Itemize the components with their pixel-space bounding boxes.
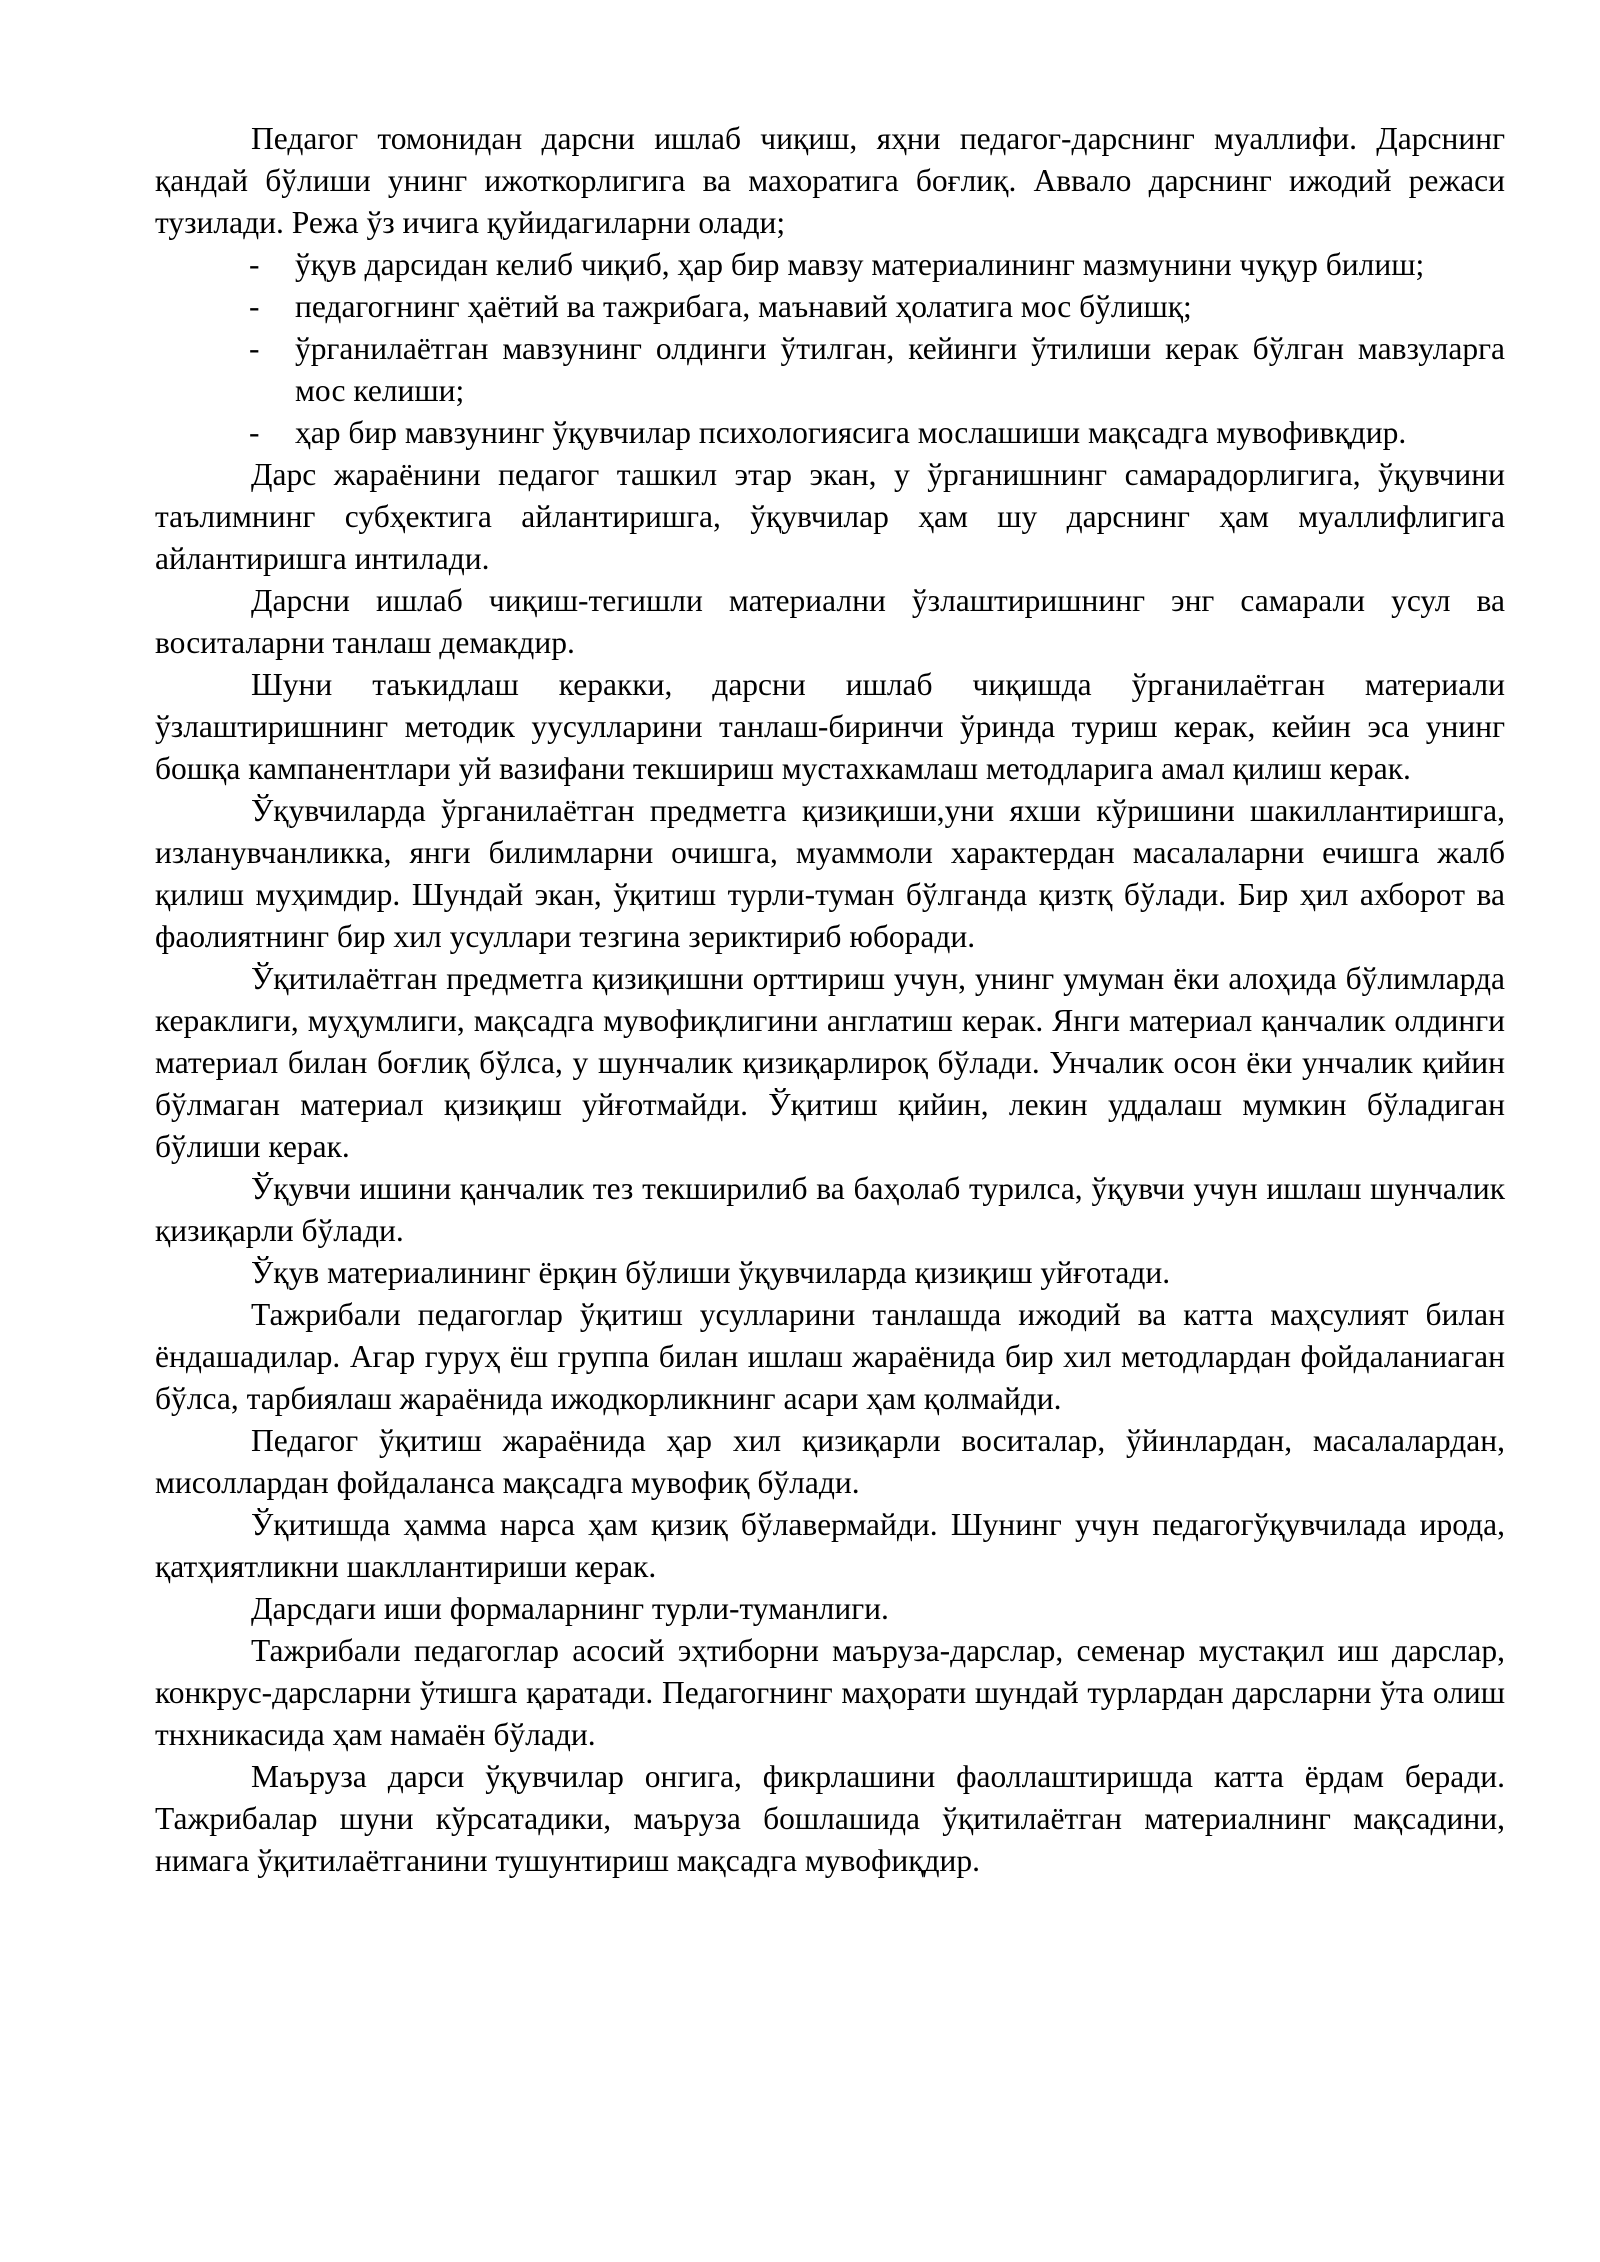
intro-paragraph: Педагог томонидан дарсни ишлаб чиқиш, яҳни педагог-дарснинг муаллифи. Дарснинг қандай бўлиши унинг ижоткорлигига ва махоратига боғлиқ. Аввало дарснинг ижодий режаси тузилади. Режа ўз ичига қуйидагиларни олади;	[155, 121, 1505, 240]
list-item-text: ҳар бир мавзунинг ўқувчилар психологиясига мослашиши мақсадга мувофивқдир.	[295, 415, 1407, 450]
bullet-marker: -	[249, 331, 260, 366]
paragraph: Ўқувчи ишини қанчалик тез текширилиб ва баҳолаб турилса, ўқувчи учун ишлаш шунчалик қизиқарли бўлади.	[155, 1171, 1505, 1248]
bullet-marker: -	[249, 247, 260, 282]
paragraph: Ўқитилаётган предметга қизиқишни орттириш учун, унинг умуман ёки алоҳида бўлимларда кераклиги, муҳумлиги, мақсадга мувофиқлигини англатиш керак. Янги материал қанчалик олдинги материал билан боғлиқ бўлса, у шунчалик қизиқарлироқ бўлади. Унчалик осон ёки унчалик қийин бўлмаган материал қизиқиш уйғотмайди. Ўқитиш қийин, лекин уддалаш мумкин бўладиган бўлиши керак.	[155, 961, 1505, 1164]
bullet-marker: -	[249, 415, 260, 450]
bullet-marker: -	[249, 289, 260, 324]
list-item-text: ўрганилаётган мавзунинг олдинги ўтилган, кейинги ўтилиши керак бўлган мавзуларга мос келиши;	[295, 331, 1505, 408]
paragraph: Маъруза дарси ўқувчилар онгига, фикрлашини фаоллаштиришда катта ёрдам беради. Тажрибалар шуни кўрсатадики, маъруза бошлашида ўқитилаётган материалнинг мақсадини, нимага ўқитилаётганини тушунтириш мақсадга мувофиқдир.	[155, 1759, 1505, 1878]
paragraph: Ўқув материалининг ёрқин бўлиши ўқувчиларда қизиқиш уйғотади.	[251, 1255, 1171, 1290]
paragraph: Педагог ўқитиш жараёнида ҳар хил қизиқарли воситалар, ўйинлардан, масалалардан, мисоллардан фойдаланса мақсадга мувофиқ бўлади.	[155, 1423, 1505, 1500]
paragraph: Ўқувчиларда ўрганилаётган предметга қизиқиши,уни яхши кўришини шакиллантиришга, изланувчанликка, янги билимларни очишга, муаммоли характердан масалаларни ечишга жалб қилиш муҳимдир. Шундай экан, ўқитиш турли-туман бўлганда қизтқ бўлади. Бир ҳил ахборот ва фаолиятнинг бир хил усуллари тезгина зериктириб юборади.	[155, 793, 1505, 954]
list-item-text: педагогнинг ҳаётий ва тажрибага, маънавий ҳолатига мос бўлишқ;	[295, 289, 1192, 324]
list-item	[155, 412, 1505, 454]
paragraph: Ўқитишда ҳамма нарса ҳам қизиқ бўлавермайди. Шунинг учун педагогўқувчилада ирода, қатҳиятликни шакллантириши керак.	[155, 1507, 1505, 1584]
paragraph: Тажрибали педагоглар ўқитиш усулларини танлашда ижодий ва катта маҳсулият билан ёндашадилар. Агар гуруҳ ёш группа билан ишлаш жараёнида бир хил методлардан фойдаланиаган бўлса, тарбиялаш жараёнида ижодкорликнинг асари ҳам қолмайди.	[155, 1297, 1505, 1416]
paragraph: Дарсни ишлаб чиқиш-тегишли материални ўзлаштиришнинг энг самарали усул ва воситаларни танлаш демакдир.	[155, 583, 1505, 660]
paragraph: Тажрибали педагоглар асосий эҳтиборни маъруза-дарслар, семенар мустақил иш дарслар, конкрус-дарсларни ўтишга қаратади. Педагогнинг маҳорати шундай турлардан дарсларни ўта олиш тнхникасида ҳам намаён бўлади.	[155, 1633, 1505, 1752]
list-item-text: ўқув дарсидан келиб чиқиб, ҳар бир мавзу материалининг мазмунини чуқур билиш;	[295, 247, 1425, 282]
list-item	[155, 244, 1505, 286]
list-item	[155, 286, 1505, 328]
paragraph: Дарсдаги иши формаларнинг турли-туманлиги.	[251, 1591, 889, 1626]
document-page	[155, 118, 1505, 1882]
paragraph: Шуни таъкидлаш керакки, дарсни ишлаб чиқишда ўрганилаётган материали ўзлаштиришнинг методик уусулларини танлаш-биринчи ўринда туриш керак, кейин эса унинг бошқа кампанентлари уй вазифани текшириш мустахкамлаш методларига амал қилиш керак.	[155, 667, 1505, 786]
requirements-list	[155, 244, 1505, 454]
list-item	[155, 328, 1505, 412]
paragraph: Дарс жараёнини педагог ташкил этар экан, у ўрганишнинг самарадорлигига, ўқувчини таълимнинг субҳектига айлантиришга, ўқувчилар ҳам шу дарснинг ҳам муаллифлигига айлантиришга интилади.	[155, 457, 1505, 576]
